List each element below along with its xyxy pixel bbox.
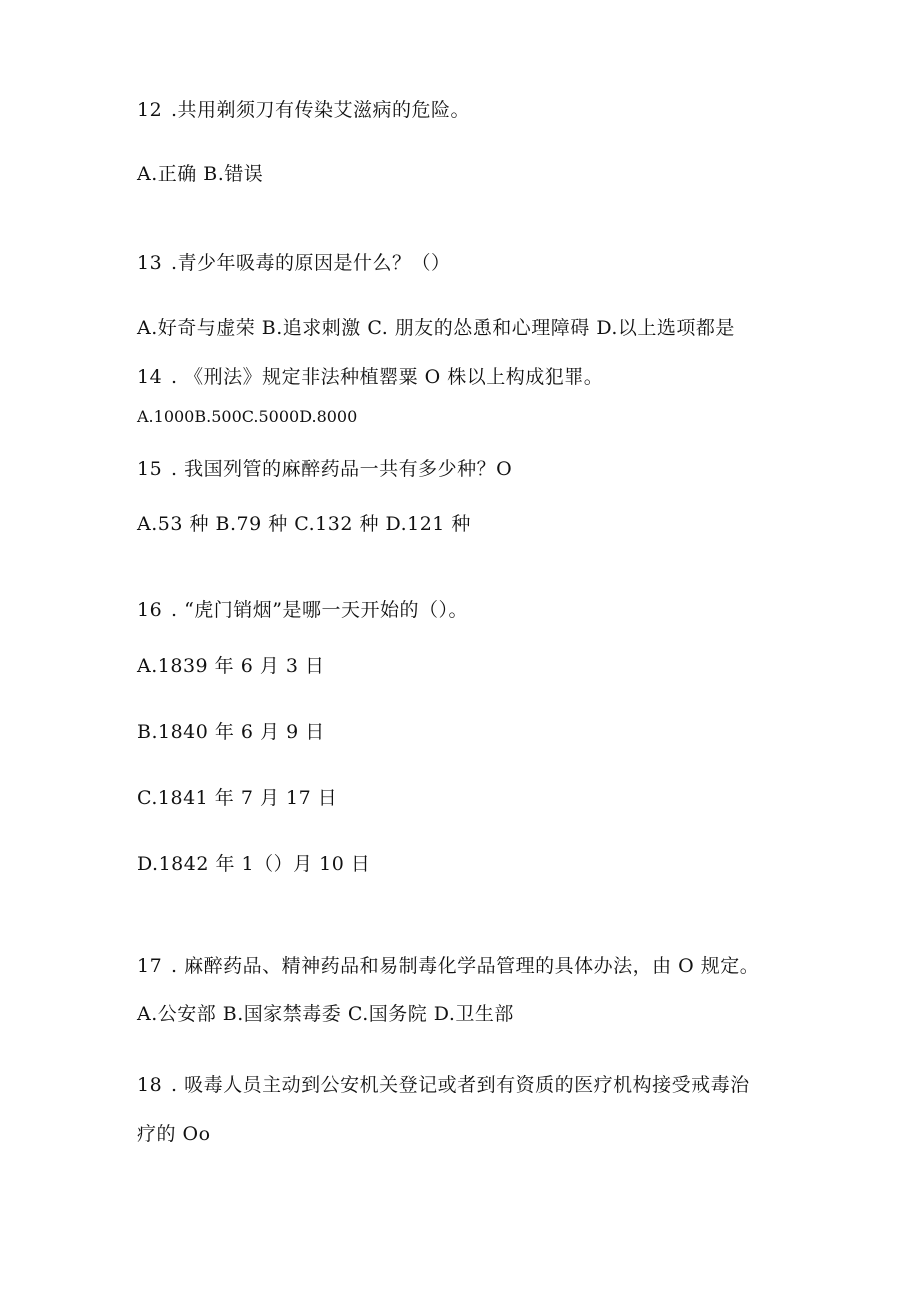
question-18-text-continued: 疗的 Oo: [137, 1123, 211, 1145]
question-text: . 吸毒人员主动到公安机关登记或者到有资质的医疗机构接受戒毒治: [171, 1074, 750, 1096]
question-number: 12: [137, 99, 163, 121]
question-number: 13: [137, 252, 163, 274]
question-14: [137, 365, 603, 389]
question-number: 17: [137, 955, 163, 977]
question-text: . “虎门销烟”是哪一天开始的（）。: [171, 599, 469, 621]
question-17: [137, 954, 759, 978]
question-16-option-d: D.1842 年 1（）月 10 日: [137, 853, 371, 875]
question-12: [137, 98, 470, 122]
question-text: . 麻醉药品、精神药品和易制毒化学品管理的具体办法，由 O 规定。: [171, 955, 760, 977]
question-16-option-a: A.1839 年 6 月 3 日: [137, 655, 325, 677]
question-14-options: A.1000B.500C.5000D.8000: [137, 407, 358, 426]
question-18: [137, 1073, 750, 1097]
question-12-options: A.正确 B.错误: [137, 163, 264, 185]
question-number: 14: [137, 366, 163, 388]
question-text: . 《刑法》规定非法种植罂粟 O 株以上构成犯罪。: [171, 366, 604, 388]
question-13: [137, 251, 451, 275]
question-number: 16: [137, 599, 163, 621]
question-15: [137, 457, 512, 481]
question-text: . 我国列管的麻醉药品一共有多少种？O: [171, 458, 513, 480]
question-number: 15: [137, 458, 163, 480]
question-17-options: A.公安部 B.国家禁毒委 C.国务院 D.卫生部: [137, 1003, 514, 1025]
question-text: .青少年吸毒的原因是什么？（）: [171, 252, 451, 274]
question-text: .共用剃须刀有传染艾滋病的危险。: [171, 99, 471, 121]
question-16-option-c: C.1841 年 7 月 17 日: [137, 787, 338, 809]
question-16: [137, 598, 468, 622]
question-16-option-b: B.1840 年 6 月 9 日: [137, 721, 325, 743]
question-15-options: A.53 种 B.79 种 C.132 种 D.121 种: [137, 513, 471, 535]
question-number: 18: [137, 1074, 163, 1096]
question-13-options: A.好奇与虚荣 B.追求刺激 C. 朋友的怂恿和心理障碍 D.以上选项都是: [137, 317, 735, 339]
